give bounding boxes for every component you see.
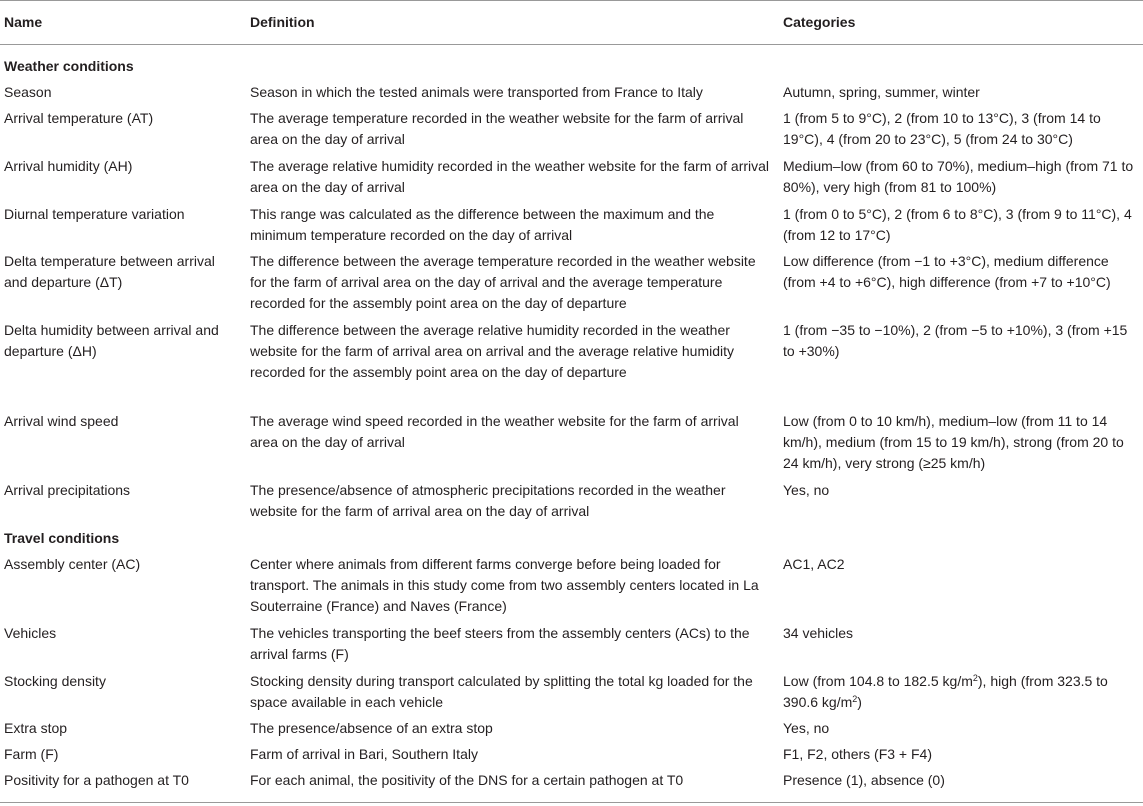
row-name: Assembly center (AC) bbox=[4, 556, 141, 572]
row-name: Arrival precipitations bbox=[4, 482, 131, 498]
row-definition: The presence/absence of an extra stop bbox=[250, 720, 493, 736]
row-categories: 1 (from −35 to −10%), 2 (from −5 to +10%), 3 (from +15 to +30%) bbox=[783, 322, 1128, 359]
row-definition: The presence/absence of atmospheric precipitations recorded in the weather website for the farm of arrival area on the day of arrival bbox=[250, 482, 726, 519]
superscript: 2 bbox=[972, 673, 978, 683]
superscript: 2 bbox=[852, 694, 858, 704]
row-categories: Autumn, spring, summer, winter bbox=[783, 84, 980, 100]
row-categories: 1 (from 5 to 9°C), 2 (from 10 to 13°C), 3 (from 14 to 19°C), 4 (from 20 to 23°C), 5 (from 24 to 30°C) bbox=[783, 110, 1101, 147]
row-definition: The average relative humidity recorded in the weather website for the farm of arrival area on the day of arrival bbox=[250, 158, 770, 195]
row-definition: Stocking density during transport calculated by splitting the total kg loaded for the space available in each vehicle bbox=[250, 673, 753, 710]
row-name: Diurnal temperature variation bbox=[4, 206, 185, 222]
row-categories: F1, F2, others (F3 + F4) bbox=[783, 746, 932, 762]
section-title-travel: Travel conditions bbox=[4, 530, 120, 546]
row-categories: Low (from 0 to 10 km/h), medium–low (from 11 to 14 km/h), medium (from 15 to 19 km/h), strong (from 20 to 24 km/h), very strong (≥25 km/h) bbox=[783, 413, 1124, 471]
row-definition: The average temperature recorded in the weather website for the farm of arrival area on the day of arrival bbox=[250, 110, 744, 147]
row-name: Stocking density bbox=[4, 673, 106, 689]
table-bottom-rule bbox=[0, 802, 1143, 803]
row-definition: Season in which the tested animals were transported from France to Italy bbox=[250, 84, 703, 100]
row-definition: Farm of arrival in Bari, Southern Italy bbox=[250, 746, 478, 762]
row-name: Vehicles bbox=[4, 625, 57, 641]
row-categories: Medium–low (from 60 to 70%), medium–high (from 71 to 80%), very high (from 81 to 100%) bbox=[783, 158, 1134, 195]
row-categories: Yes, no bbox=[783, 482, 830, 498]
row-definition: For each animal, the positivity of the DNS for a certain pathogen at T0 bbox=[250, 772, 684, 788]
row-name: Extra stop bbox=[4, 720, 68, 736]
row-name: Delta humidity between arrival and departure (ΔH) bbox=[4, 322, 219, 359]
row-definition: The difference between the average relative humidity recorded in the weather website for the farm of arrival area on arrival and the average relative humidity recorded for the assembly point area on the day of departure bbox=[250, 322, 735, 380]
row-name: Farm (F) bbox=[4, 746, 59, 762]
header-categories: Categories bbox=[783, 14, 856, 30]
row-definition: The difference between the average temperature recorded in the weather website for the farm of arrival area on the day of arrival and the average temperature recorded for the assembly point area on the day of departure bbox=[250, 253, 756, 311]
row-definition: Center where animals from different farms converge before being loaded for transport. The animals in this study come from two assembly centers located in La Souterraine (France) and Naves (France) bbox=[250, 556, 759, 614]
row-name: Arrival wind speed bbox=[4, 413, 119, 429]
row-categories: AC1, AC2 bbox=[783, 556, 845, 572]
row-categories: 1 (from 0 to 5°C), 2 (from 6 to 8°C), 3 (from 9 to 11°C), 4 (from 12 to 17°C) bbox=[783, 206, 1132, 243]
categories-text: ) bbox=[857, 694, 862, 710]
table-top-rule bbox=[0, 0, 1143, 1]
row-categories: Low difference (from −1 to +3°C), medium difference (from +4 to +6°C), high difference (from +7 to +10°C) bbox=[783, 253, 1111, 290]
header-definition: Definition bbox=[250, 14, 315, 30]
row-name: Arrival temperature (AT) bbox=[4, 110, 154, 126]
row-definition: This range was calculated as the difference between the maximum and the minimum temperature recorded on the day of arrival bbox=[250, 206, 715, 243]
row-name: Season bbox=[4, 84, 52, 100]
row-categories bbox=[783, 671, 1141, 713]
categories-text: Low (from 104.8 to 182.5 kg/m bbox=[783, 673, 973, 689]
row-name: Arrival humidity (AH) bbox=[4, 158, 133, 174]
header-rule bbox=[0, 44, 1143, 45]
row-categories: Yes, no bbox=[783, 720, 830, 736]
section-title-weather: Weather conditions bbox=[4, 58, 134, 74]
header-name: Name bbox=[4, 14, 43, 30]
row-name: Positivity for a pathogen at T0 bbox=[4, 772, 189, 788]
categories-text: ), high (from 323.5 to 390.6 kg/m bbox=[783, 673, 1108, 710]
row-categories: Presence (1), absence (0) bbox=[783, 772, 945, 788]
row-definition: The average wind speed recorded in the weather website for the farm of arrival area on the day of arrival bbox=[250, 413, 739, 450]
row-name: Delta temperature between arrival and departure (ΔT) bbox=[4, 253, 215, 290]
row-categories: 34 vehicles bbox=[783, 625, 854, 641]
row-definition: The vehicles transporting the beef steers from the assembly centers (ACs) to the arrival farms (F) bbox=[250, 625, 750, 662]
